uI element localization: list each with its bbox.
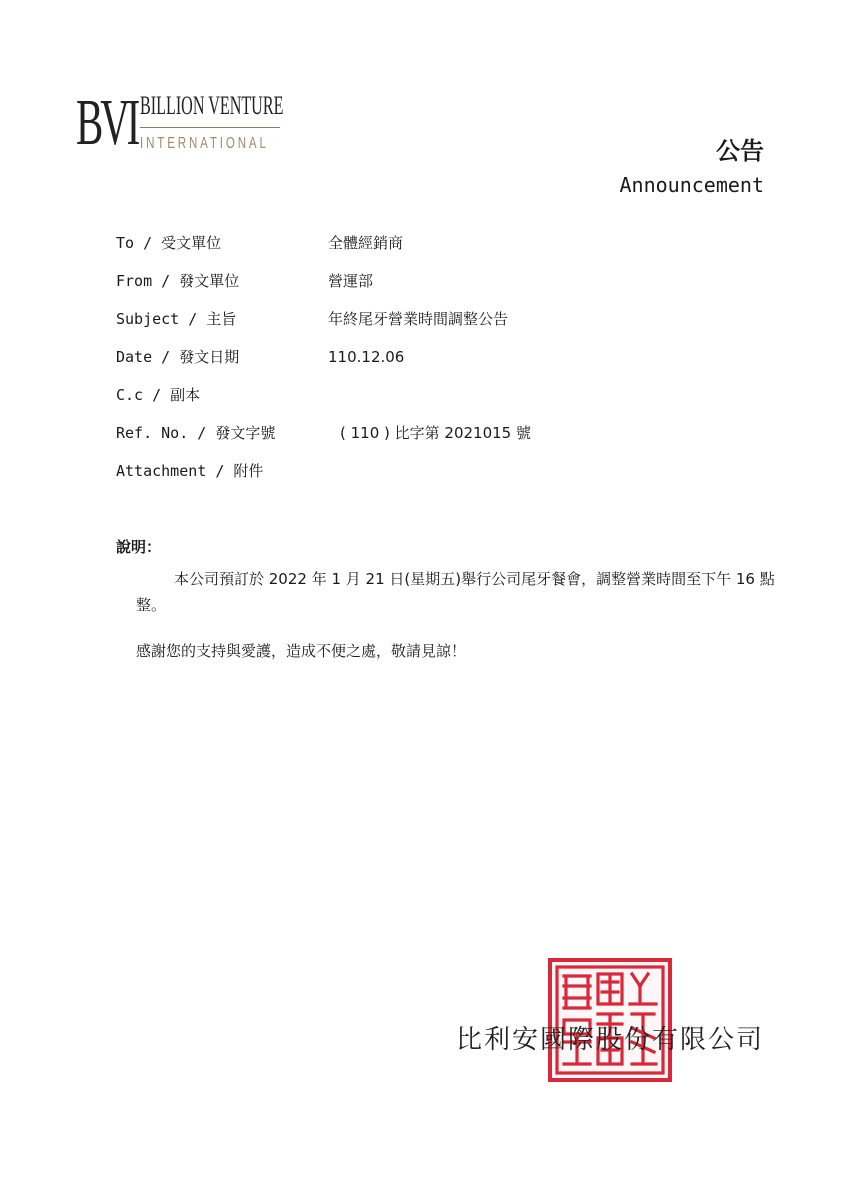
- from-value: 營運部: [328, 272, 374, 290]
- logo-name: BILLION VENTURE: [140, 91, 284, 120]
- logo-mark: BVI: [76, 86, 138, 159]
- to-label: To / 受文單位: [116, 234, 222, 252]
- title-chinese: 公告: [716, 137, 764, 165]
- to-row: [116, 230, 756, 268]
- body-paragraph-1: 本公司預訂於 2022 年 1 月 21 日(星期五)舉行公司尾牙餐會，調整營業時間至下午 16 點整。: [136, 570, 775, 614]
- company-signature: 比利安國際股份有限公司: [455, 1025, 764, 1055]
- to-value: 全體經銷商: [328, 234, 404, 252]
- subject-label: Subject / 主旨: [116, 310, 237, 328]
- title-english: Announcement: [619, 173, 764, 197]
- memo-header-fields: [116, 230, 756, 496]
- from-row: [116, 268, 756, 306]
- date-label: Date / 發文日期: [116, 348, 240, 366]
- date-row: [116, 344, 756, 382]
- attachment-label: Attachment / 附件: [116, 462, 264, 480]
- logo-divider: [140, 127, 280, 128]
- company-seal-stamp: [548, 958, 672, 1082]
- cc-label: C.c / 副本: [116, 386, 201, 404]
- ref-row: [116, 420, 756, 458]
- from-label: From / 發文單位: [116, 272, 240, 290]
- subject-value: 年終尾牙營業時間調整公告: [328, 310, 509, 328]
- ref-label: Ref. No. / 發文字號: [116, 424, 276, 442]
- seal-glyphs-icon: [552, 962, 668, 1078]
- ref-value: ( 110 ) 比字第 2021015 號: [340, 424, 531, 442]
- body-paragraph-2: 感謝您的支持與愛護，造成不便之處，敬請見諒！: [136, 642, 467, 660]
- subject-row: [116, 306, 756, 344]
- attachment-row: [116, 458, 756, 496]
- cc-row: [116, 382, 756, 420]
- logo-subtitle: INTERNATIONAL: [140, 135, 269, 152]
- company-logo: [76, 88, 286, 168]
- explanation-heading: 說明：: [116, 538, 162, 556]
- date-value: 110.12.06: [328, 348, 405, 366]
